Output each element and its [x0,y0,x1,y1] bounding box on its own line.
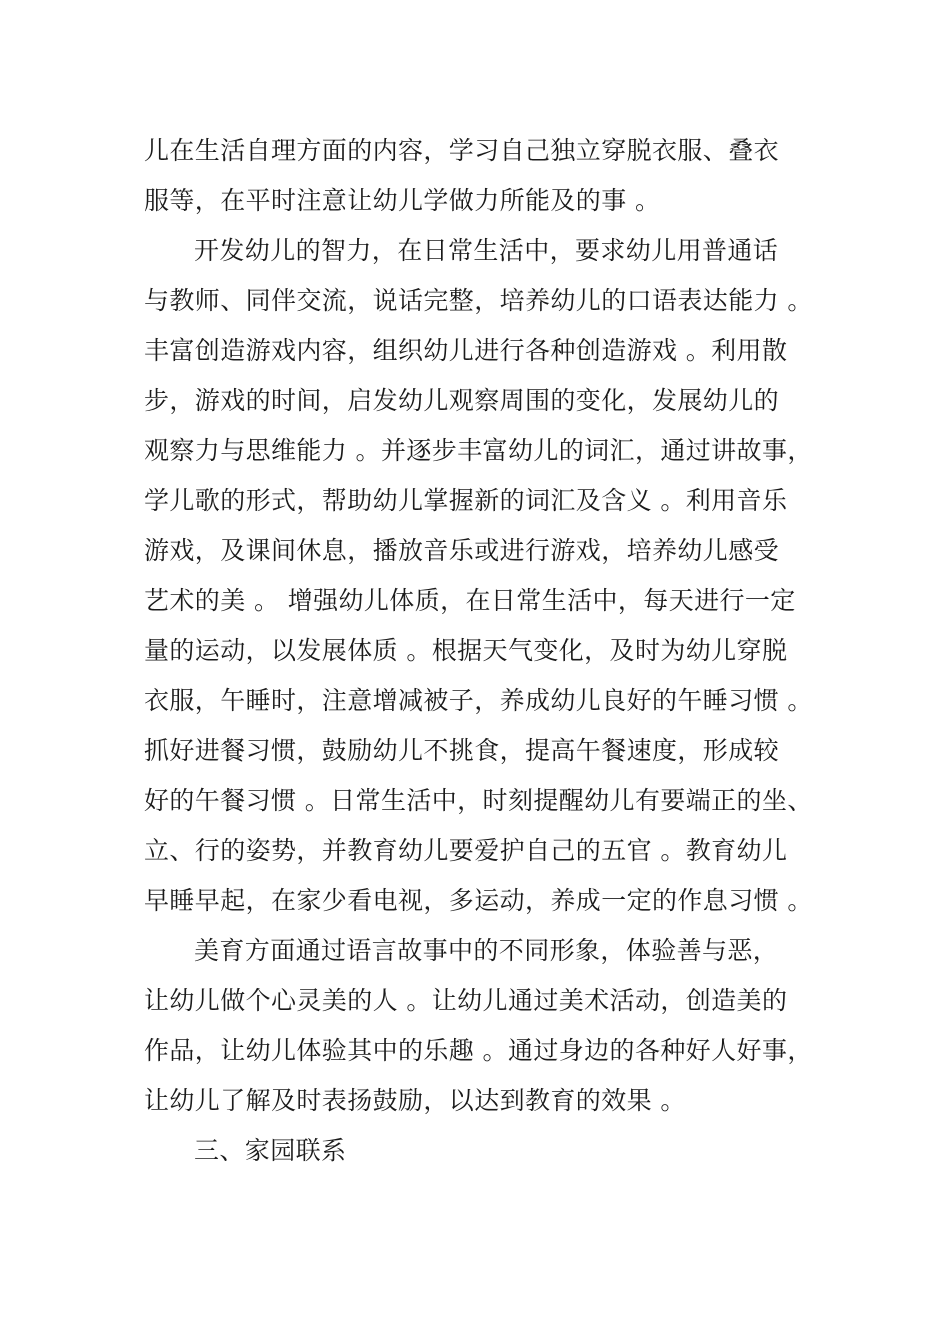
text-line: 作品，让幼儿体验其中的乐趣 。通过身边的各种好人好事， [144,1036,813,1065]
text-line: 让幼儿了解及时表扬鼓励，以达到教育的效果 。 [144,1086,686,1115]
paragraph-start-line: 开发幼儿的智力，在日常生活中，要求幼儿用普通话 [194,236,779,265]
section-heading: 三、家园联系 [194,1136,347,1165]
text-line: 与教师、同伴交流，说话完整，培养幼儿的口语表达能力 。 [144,286,813,315]
text-line: 观察力与思维能力 。并逐步丰富幼儿的词汇，通过讲故事， [144,436,813,465]
text-line: 让幼儿做个心灵美的人 。让幼儿通过美术活动，创造美的 [144,986,788,1015]
text-line: 量的运动，以发展体质 。根据天气变化，及时为幼儿穿脱 [144,636,788,665]
text-line: 衣服，午睡时，注意增减被子，养成幼儿良好的午睡习惯 。 [144,686,813,715]
text-line: 丰富创造游戏内容，组织幼儿进行各种创造游戏 。利用散 [144,336,788,365]
text-line: 早睡早起，在家少看电视，多运动，养成一定的作息习惯 。 [144,886,813,915]
text-line: 服等，在平时注意让幼儿学做力所能及的事 。 [144,186,661,215]
text-line: 学儿歌的形式，帮助幼儿掌握新的词汇及含义 。利用音乐 [144,486,788,515]
text-line: 好的午餐习惯 。日常生活中，时刻提醒幼儿有要端正的坐、 [144,786,813,815]
text-line: 立、行的姿势，并教育幼儿要爱护自己的五官 。教育幼儿 [144,836,788,865]
text-line: 艺术的美 。 增强幼儿体质，在日常生活中，每天进行一定 [144,586,796,615]
paragraph-start-line: 美育方面通过语言故事中的不同形象，体验善与恶， [194,936,779,965]
text-line: 游戏，及课间休息，播放音乐或进行游戏，培养幼儿感受 [144,536,780,565]
text-line: 儿在生活自理方面的内容，学习自己独立穿脱衣服、叠衣 [144,136,780,165]
text-line: 抓好进餐习惯，鼓励幼儿不挑食，提高午餐速度，形成较 [144,736,780,765]
text-line: 步，游戏的时间，启发幼儿观察周围的变化，发展幼儿的 [144,386,780,415]
